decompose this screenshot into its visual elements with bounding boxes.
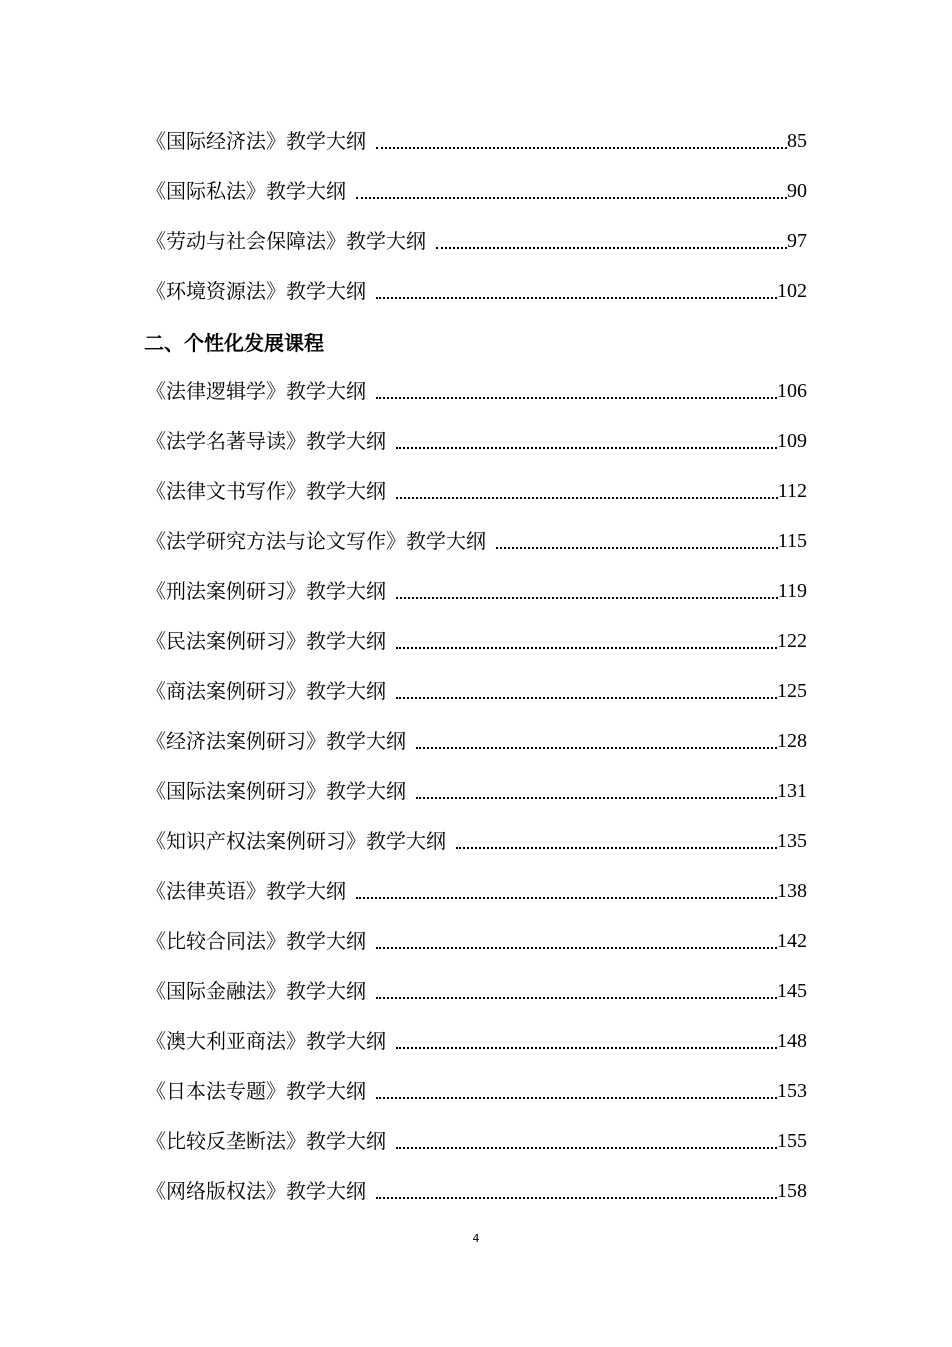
toc-entry-title: 《环境资源法》教学大纲	[146, 279, 366, 303]
dot-leader	[376, 297, 777, 299]
toc-entry-title: 《法律逻辑学》教学大纲	[146, 379, 366, 403]
toc-entry-page: 119	[777, 580, 807, 602]
toc-entry-page: 158	[777, 1180, 807, 1202]
toc-entry-page: 131	[777, 780, 807, 802]
dot-leader	[436, 247, 787, 249]
toc-entry[interactable]	[146, 416, 807, 466]
toc-entry-page: 109	[777, 430, 807, 452]
toc-entry-title: 《国际金融法》教学大纲	[146, 979, 366, 1003]
toc-entry-title: 《法律英语》教学大纲	[146, 879, 346, 903]
toc-entry[interactable]	[146, 1016, 807, 1066]
dot-leader	[396, 1047, 777, 1049]
toc-entry-page: 112	[777, 480, 807, 502]
toc-entry-page: 145	[777, 980, 807, 1002]
dot-leader	[396, 597, 778, 599]
toc-entry-title: 《法学研究方法与论文写作》教学大纲	[146, 529, 486, 553]
toc-entry[interactable]	[146, 766, 807, 816]
table-of-contents	[146, 116, 807, 1216]
toc-entry[interactable]	[146, 666, 807, 716]
toc-entry-page: 135	[777, 830, 807, 852]
dot-leader	[376, 1197, 777, 1199]
toc-entry-title: 《法律文书写作》教学大纲	[146, 479, 386, 503]
toc-entry-page: 138	[777, 880, 807, 902]
toc-entry[interactable]	[146, 466, 807, 516]
toc-entry-title: 《澳大利亚商法》教学大纲	[146, 1029, 386, 1053]
dot-leader	[376, 147, 787, 149]
page-number: 4	[472, 1232, 480, 1245]
toc-entry-title: 《国际经济法》教学大纲	[146, 129, 366, 153]
toc-entry[interactable]	[146, 566, 807, 616]
dot-leader	[376, 397, 777, 399]
toc-entry[interactable]	[146, 516, 807, 566]
toc-entry-title: 《经济法案例研习》教学大纲	[146, 729, 406, 753]
dot-leader	[356, 197, 787, 199]
toc-entry-title: 《商法案例研习》教学大纲	[146, 679, 386, 703]
dot-leader	[416, 747, 777, 749]
toc-entry-title: 《知识产权法案例研习》教学大纲	[146, 829, 446, 853]
toc-entry-title: 《劳动与社会保障法》教学大纲	[146, 229, 426, 253]
toc-entry[interactable]	[146, 266, 807, 316]
toc-entry[interactable]	[146, 716, 807, 766]
toc-entry-page: 122	[777, 630, 807, 652]
toc-entry-page: 155	[777, 1130, 807, 1152]
dot-leader	[376, 947, 777, 949]
dot-leader	[396, 647, 777, 649]
toc-entry-title: 《民法案例研习》教学大纲	[146, 629, 386, 653]
dot-leader	[396, 697, 777, 699]
toc-entry-page: 102	[777, 280, 807, 302]
dot-leader	[396, 1147, 777, 1149]
toc-entry-page: 115	[777, 530, 807, 552]
dot-leader	[456, 847, 777, 849]
toc-entry[interactable]	[146, 166, 807, 216]
toc-entry[interactable]	[146, 1166, 807, 1216]
dot-leader	[376, 997, 777, 999]
toc-entry-title: 《法学名著导读》教学大纲	[146, 429, 386, 453]
dot-leader	[416, 797, 777, 799]
toc-entry-page: 125	[777, 680, 807, 702]
dot-leader	[356, 897, 777, 899]
toc-entry-page: 85	[787, 130, 807, 152]
toc-entry-title: 《比较合同法》教学大纲	[146, 929, 366, 953]
toc-entry-page: 128	[777, 730, 807, 752]
toc-entry[interactable]	[146, 866, 807, 916]
toc-entry[interactable]	[146, 816, 807, 866]
toc-entry-title: 《刑法案例研习》教学大纲	[146, 579, 386, 603]
toc-entry-page: 142	[777, 930, 807, 952]
toc-entry-title: 《日本法专题》教学大纲	[146, 1079, 366, 1103]
toc-entry[interactable]	[146, 366, 807, 416]
toc-entry-title: 《国际法案例研习》教学大纲	[146, 779, 406, 803]
toc-entry-title: 《比较反垄断法》教学大纲	[146, 1129, 386, 1153]
toc-entry[interactable]	[146, 966, 807, 1016]
toc-entry[interactable]	[146, 216, 807, 266]
dot-leader	[496, 547, 778, 549]
toc-entry-page: 106	[777, 380, 807, 402]
toc-entry-page: 97	[787, 230, 807, 252]
dot-leader	[396, 447, 777, 449]
toc-entry[interactable]	[146, 116, 807, 166]
toc-entry-page: 90	[787, 180, 807, 202]
toc-entry[interactable]	[146, 916, 807, 966]
toc-entry[interactable]	[146, 1066, 807, 1116]
section-heading: 二、个性化发展课程	[144, 330, 324, 355]
toc-entry-page: 148	[777, 1030, 807, 1052]
toc-entry[interactable]	[146, 1116, 807, 1166]
dot-leader	[376, 1097, 777, 1099]
toc-entry[interactable]	[146, 616, 807, 666]
toc-entry-page: 153	[777, 1080, 807, 1102]
toc-entry-title: 《国际私法》教学大纲	[146, 179, 346, 203]
toc-entry-title: 《网络版权法》教学大纲	[146, 1179, 366, 1203]
dot-leader	[396, 497, 778, 499]
